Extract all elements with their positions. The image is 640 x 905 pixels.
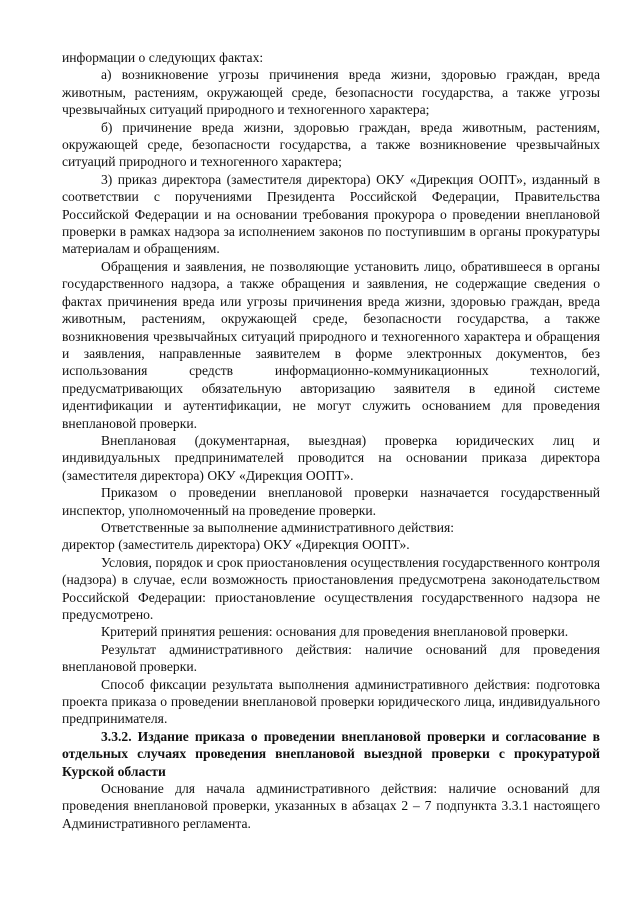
paragraph-result: Результат административного действия: наличие оснований для проведения внеплановой проверки. [62,641,600,675]
paragraph-unscheduled-inspection: Внеплановая (документарная, выездная) проверка юридических лиц и индивидуальных предпринимателей проводится на основании приказа директора (заместителя директора) ОКУ «Дирекция ООПТ». [62,432,600,483]
paragraph-fixation: Способ фиксации результата выполнения административного действия: подготовка проекта приказа о проведении внеплановой проверки юридического лица, индивидуального предпринимателя. [62,676,600,727]
paragraph-basis: Основание для начала административного действия: наличие оснований для проведения внеплановой проверки, указанных в абзацах 2 – 7 подпункта 3.3.1 настоящего Административного регламента. [62,781,600,831]
paragraph-responsible: Ответственные за выполнение административного действия: [101,519,455,535]
paragraph-director: директор (заместитель директора) ОКУ «Дирекция ООПТ». [62,537,410,553]
document-page [62,49,600,832]
paragraph-criterion: Критерий принятия решения: основания для проведения внеплановой проверки. [101,624,569,640]
paragraph-suspension: Условия, порядок и срок приостановления осуществления государственного контроля (надзора) в случае, если возможность приостановления предусмотрена законодательством Российской Федерации: приостановление осуществления государственного надзора не предусмотрено. [62,554,600,622]
paragraph-anonymous-appeals: Обращения и заявления, не позволяющие установить лицо, обратившееся в органы государственного надзора, а также обращения и заявления, не содержащие сведения о фактах причинения вреда или угрозы причинения вреда жизни, здоровью граждан, вреда животным, растениям, окружающей среде, безопасности государства, а также возникновения чрезвычайных ситуаций природного и техногенного характера и обращения и заявления, направленные заявителем в форме электронных документов, без использования средств информационно-коммуникационных технологий, предусматривающих обязательную авторизацию заявителя в единой системе идентификации и аутентификации, не могут служить основанием для проведения внеплановой проверки. [62,258,600,431]
paragraph-item-3: 3) приказ директора (заместителя директора) ОКУ «Дирекция ООПТ», изданный в соответствии с поручениями Президента Российской Федерации, Правительства Российской Федерации и на основании требования прокурора о проведении внеплановой проверки в рамках надзора за исполнением законов по поступившим в органы прокуратуры материалам и обращениям. [62,171,600,257]
paragraph-item-b: б) причинение вреда жизни, здоровью граждан, вреда животным, растениям, окружающей среде, безопасности государства, а также возникновение чрезвычайных ситуаций природного и техногенного характера; [62,119,600,170]
paragraph-item-a: а) возникновение угрозы причинения вреда жизни, здоровью граждан, вреда животным, растениям, окружающей среде, безопасности государства, а также угрозы чрезвычайных ситуаций природного и техногенного характера; [62,67,600,118]
paragraph-inspector-order: Приказом о проведении внеплановой проверки назначается государственный инспектор, уполномоченный на проведение проверки. [62,485,600,518]
paragraph-intro: информации о следующих фактах: [62,50,264,65]
section-heading-3-3-2: 3.3.2. Издание приказа о проведении внеплановой проверки и согласование в отдельных случаях проведения внеплановой выездной проверки с прокуратурой Курской области [62,728,600,779]
